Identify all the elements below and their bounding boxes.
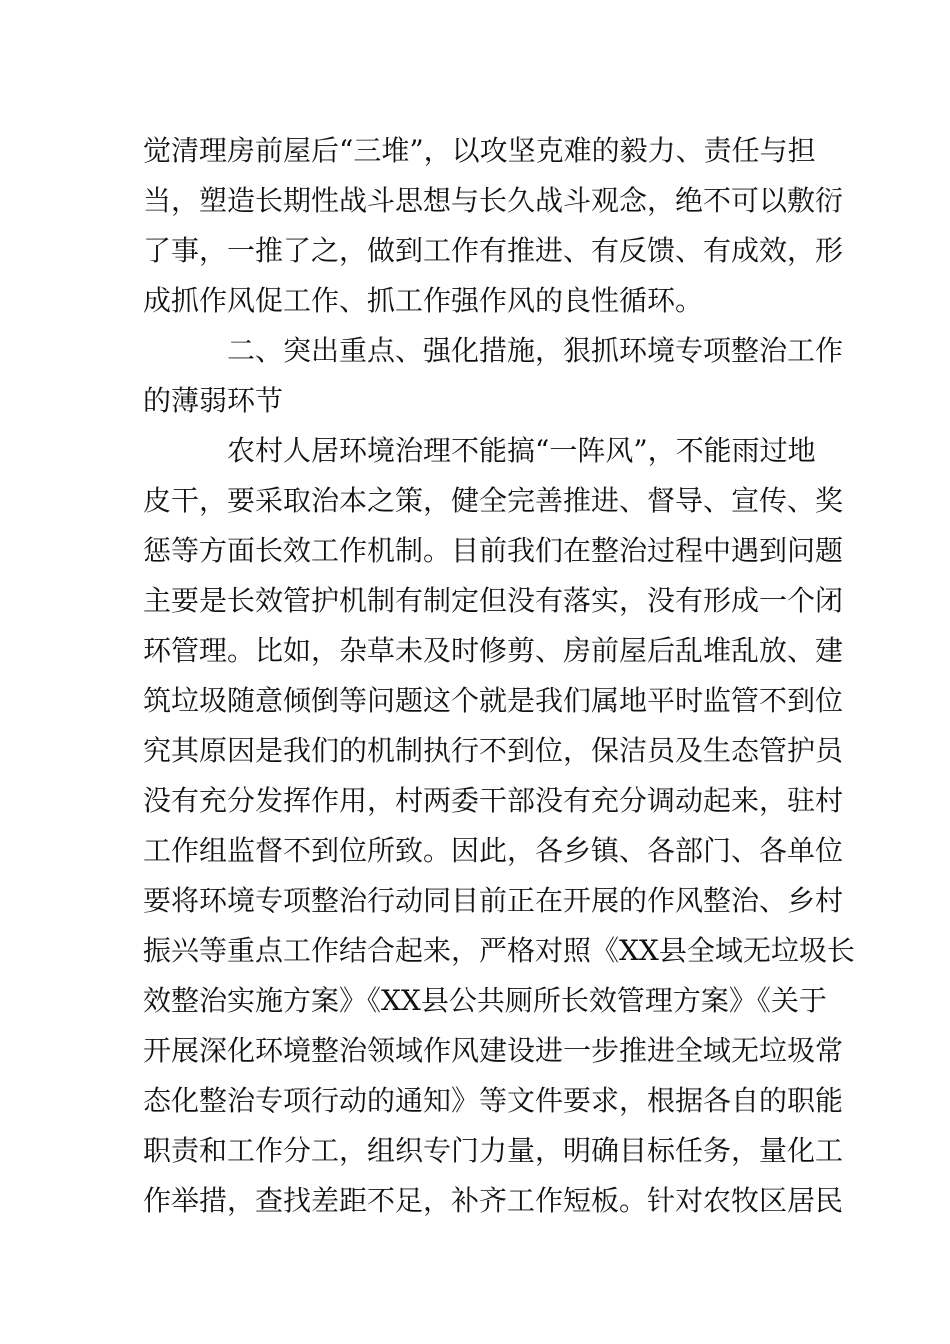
paragraph-2-line-10: 要将环境专项整治行动同目前正在开展的作风整治、乡村: [143, 884, 844, 917]
paragraph-2-line-12: 效整治实施方案》《XX县公共厕所长效管理方案》《关于: [143, 984, 827, 1017]
section-heading-line-1: 二、突出重点、强化措施，狠抓环境专项整治工作: [227, 334, 844, 367]
paragraph-2-line-3: 惩等方面长效工作机制。目前我们在整治过程中遇到问题: [143, 534, 844, 567]
paragraph-2-line-13: 开展深化环境整治领域作风建设进一步推进全域无垃圾常: [143, 1034, 844, 1067]
section-heading-line-2: 的薄弱环节: [143, 384, 284, 417]
paragraph-2-line-16: 作举措，查找差距不足，补齐工作短板。针对农牧区居民: [143, 1184, 844, 1217]
paragraph-2-line-6: 筑垃圾随意倾倒等问题这个就是我们属地平时监管不到位: [143, 684, 844, 717]
paragraph-1-line-3: 了事，一推了之，做到工作有推进、有反馈、有成效，形: [143, 234, 844, 267]
paragraph-2-line-1: 农村人居环境治理不能搞“一阵风”，不能雨过地: [227, 434, 816, 467]
paragraph-1-line-2: 当，塑造长期性战斗思想与长久战斗观念，绝不可以敷衍: [143, 184, 844, 217]
paragraph-2-line-2: 皮干，要采取治本之策，健全完善推进、督导、宣传、奖: [143, 484, 844, 517]
paragraph-2-line-14: 态化整治专项行动的通知》等文件要求，根据各自的职能: [143, 1084, 844, 1117]
paragraph-2-line-5: 环管理。比如，杂草未及时修剪、房前屋后乱堆乱放、建: [143, 634, 844, 667]
paragraph-2-line-7: 究其原因是我们的机制执行不到位，保洁员及生态管护员: [143, 734, 844, 767]
paragraph-2-line-9: 工作组监督不到位所致。因此，各乡镇、各部门、各单位: [143, 834, 844, 867]
paragraph-2-line-4: 主要是长效管护机制有制定但没有落实，没有形成一个闭: [143, 584, 844, 617]
paragraph-2-line-11: 振兴等重点工作结合起来，严格对照《XX县全域无垃圾长: [143, 934, 855, 967]
paragraph-2-line-15: 职责和工作分工，组织专门力量，明确目标任务，量化工: [143, 1134, 844, 1167]
paragraph-1-line-4: 成抓作风促工作、抓工作强作风的良性循环。: [143, 284, 704, 317]
paragraph-2-line-8: 没有充分发挥作用，村两委干部没有充分调动起来，驻村: [143, 784, 844, 817]
paragraph-1-line-1: 觉清理房前屋后“三堆”，以攻坚克难的毅力、责任与担: [143, 134, 816, 167]
